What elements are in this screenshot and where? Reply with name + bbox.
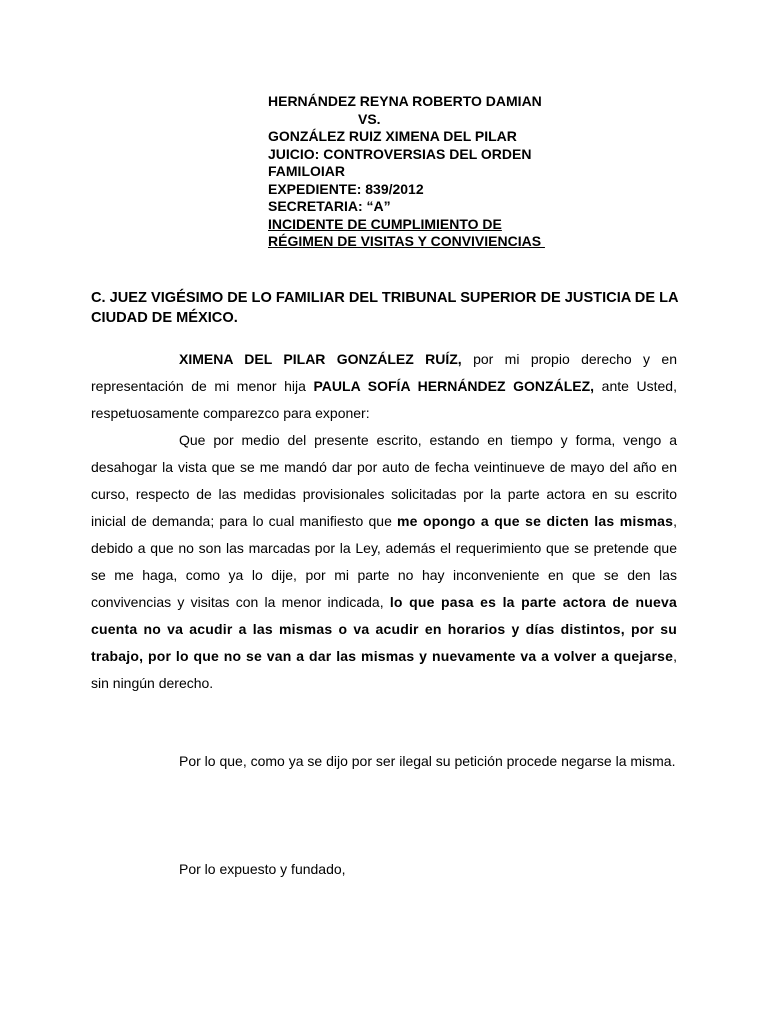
- opposition-statement: me opongo a que se dicten las mismas: [397, 513, 674, 529]
- intro-text-1: por mi propio derecho y en representación de mi menor hija: [91, 351, 677, 394]
- argument-text-2: , debido a que no son las marcadas por la Ley, además el requerimiento que se pretende que se me haga, como ya lo dije, por mi parte no hay inconveniente en que se den las convivencias y visitas con la menor indicada,: [91, 513, 677, 610]
- party-plaintiff: HERNÁNDEZ REYNA ROBERTO DAMIAN: [268, 93, 542, 109]
- juicio-line-1: JUICIO: CONTROVERSIAS DEL ORDEN: [268, 145, 532, 162]
- expediente-line: EXPEDIENTE: 839/2012: [268, 180, 424, 197]
- emphasis-statement: lo que pasa es la parte actora de nueva cuenta no va acudir a las mismas o va acudir en horarios y días distintos, por su trabajo, por lo que no se van a dar las mismas y nuevamente va a volver a quejarse: [91, 594, 678, 664]
- intro-text-2: ante Usted, respetuosamente comparezco para exponer:: [91, 378, 677, 421]
- paragraph-argument: [91, 427, 677, 697]
- argument-text-1: Que por medio del presente escrito, estando en tiempo y forma, vengo a desahogar la vista que se me mandó dar por auto de fecha veintinueve de mayo del año en curso, respecto de las medidas provisionales solicitadas por la parte actora en su escrito inicial de demanda; para lo cual manifiesto que: [91, 432, 677, 529]
- promovente-name: XIMENA DEL PILAR GONZÁLEZ RUÍZ,: [179, 351, 462, 367]
- incidente-line-1: INCIDENTE DE CUMPLIMIENTO DE: [268, 215, 502, 232]
- argument-text-3: , sin ningún derecho.: [91, 648, 677, 691]
- minor-name: PAULA SOFÍA HERNÁNDEZ GONZÁLEZ,: [313, 378, 595, 394]
- closing-text: Por lo expuesto y fundado,: [179, 861, 346, 877]
- versus-label: VS.: [358, 110, 381, 127]
- juicio-line-2: FAMILOIAR: [268, 163, 345, 179]
- addressee-heading: C. JUEZ VIGÉSIMO DE LO FAMILIAR DEL TRIBUNAL SUPERIOR DE JUSTICIA DE LA CIUDAD DE MÉXICO.: [91, 290, 679, 326]
- paragraph-conclusion: [91, 748, 677, 775]
- case-header: [268, 93, 545, 251]
- paragraph-introduction: [91, 346, 677, 427]
- secretaria-line: SECRETARIA: “A”: [268, 198, 391, 214]
- party-defendant: GONZÁLEZ RUIZ XIMENA DEL PILAR: [268, 128, 517, 144]
- paragraph-closing: [91, 856, 677, 883]
- conclusion-text: Por lo que, como ya se dijo por ser ilegal su petición procede negarse la misma.: [179, 753, 676, 769]
- incidente-line-2: RÉGIMEN DE VISITAS Y CONVIVIENCIAS: [268, 233, 545, 249]
